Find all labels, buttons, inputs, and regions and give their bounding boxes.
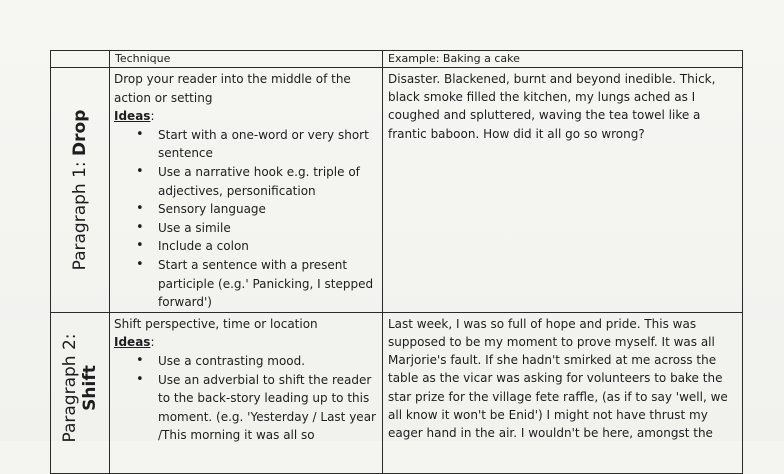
- header-technique: Technique: [110, 51, 383, 68]
- example-text: Last week, I was so full of hope and pride. This was supposed to be my moment to prove myself. It was all Marjorie's fault. If she hadn't smirked at me across the table as the vicar was asking for volunteers to bake the star prize for the village fete raffle, (as if to say 'well, we all know it won't be Enid') I might not have thrust my eager hand in the air. I wouldn't be here, amongst the: [388, 316, 728, 440]
- paragraph-1-label: Paragraph 1: Drop: [70, 109, 90, 271]
- ideas-heading: Ideas: [114, 109, 151, 124]
- technique-intro: Drop your reader into the middle of the action or setting: [114, 72, 351, 105]
- table-header-row: [51, 51, 743, 68]
- example-text: Disaster. Blackened, burnt and beyond inedible. Thick, black smoke filled the kitchen, my lungs ached as I coughed and spluttered, waving the tea towel like a frantic baboon. How did it all go so wrong?: [388, 72, 716, 141]
- example-cell: [383, 312, 743, 473]
- technique-intro: Shift perspective, time or location: [114, 316, 318, 331]
- idea-item: • Start with a one-word or very short sentence: [158, 126, 376, 163]
- idea-item: • Use a contrasting mood.: [158, 352, 376, 371]
- idea-item: • Sensory language: [158, 200, 376, 219]
- idea-item: • Use a simile: [158, 219, 376, 238]
- table-row-paragraph-2: [51, 312, 743, 473]
- idea-item: • Use an adverbial to shift the reader to the back-story leading up to this moment. (e.g. 'Yesterday / Last year /This morning it was all so: [158, 371, 376, 445]
- idea-item: • Include a colon: [158, 237, 376, 256]
- technique-cell: Drop your reader into the middle of the action or setting Ideas: • Start with a one-word or very short sentence • Use a narrative hook e.g. triple of adjectives, personification • Sensory language • Use a simile • Include a colon • Start a sentence with a present participle (e.g.' Panicking, I stepped forward'): [110, 68, 383, 313]
- ideas-list: [114, 352, 376, 445]
- idea-item: • Start a sentence with a present participle (e.g.' Panicking, I stepped forward'): [158, 256, 376, 312]
- header-blank-cell: [51, 51, 110, 68]
- ideas-list: [114, 126, 376, 312]
- lesson-table: [50, 50, 743, 474]
- row-label-cell: [51, 68, 110, 313]
- technique-cell: Shift perspective, time or location Ideas: • Use a contrasting mood. • Use an adverbial to shift the reader to the back-story leading up to this moment. (e.g. 'Yesterday / Last year /This morning it was all so: [110, 312, 383, 473]
- header-example: Example: Baking a cake: [383, 51, 743, 68]
- example-cell: [383, 68, 743, 313]
- idea-item: • Use a narrative hook e.g. triple of adjectives, personification: [158, 163, 376, 200]
- paragraph-2-label: Paragraph 2: Shift: [60, 333, 100, 443]
- row-label-cell: [51, 312, 110, 473]
- table-row-paragraph-1: [51, 68, 743, 313]
- ideas-heading: Ideas: [114, 335, 151, 350]
